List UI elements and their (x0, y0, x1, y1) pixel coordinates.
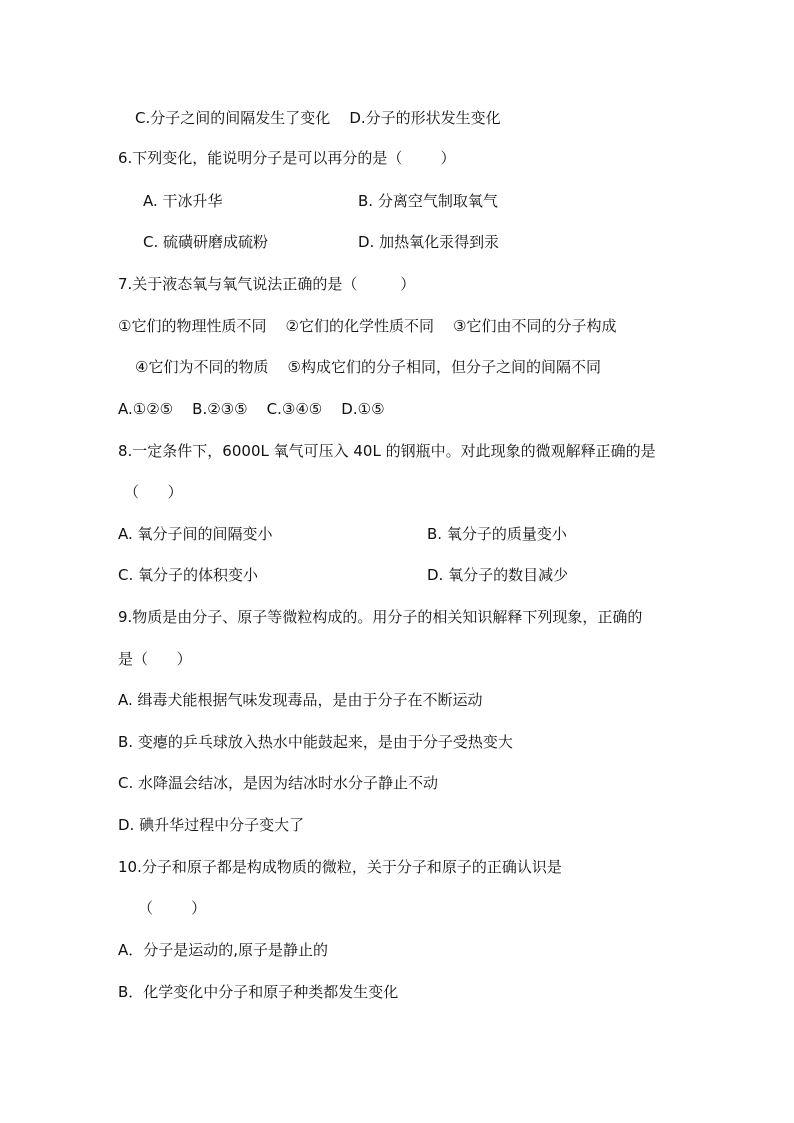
q7-options: A.①②⑤ B.②③⑤ C.③④⑤ D.①⑤ (118, 400, 385, 418)
q9-stem: 9.物质是由分子、原子等微粒构成的。用分子的相关知识解释下列现象，正确的 (118, 608, 643, 626)
q8-option-a: A. 氧分子间的间隔变小 (118, 525, 273, 543)
q8-paren: （ ） (124, 483, 183, 501)
q9-option-d: D. 碘升华过程中分子变大了 (118, 816, 305, 834)
q9-paren: 是（ ） (118, 650, 192, 668)
q6-stem: 6.下列变化，能说明分子是可以再分的是（ ） (118, 149, 456, 167)
q9-option-a: A. 缉毒犬能根据气味发现毒品，是由于分子在不断运动 (118, 691, 483, 709)
q8-stem: 8.一定条件下，6000L 氧气可压入 40L 的钢瓶中。对此现象的微观解释正确的是 (118, 442, 656, 460)
q6-option-a: A. 干冰升华 (143, 192, 223, 210)
q6-option-c: C. 硫磺研磨成硫粉 (143, 233, 269, 251)
q6-option-d: D. 加热氧化汞得到汞 (358, 233, 500, 251)
q10-option-b: B．化学变化中分子和原子种类都发生变化 (118, 983, 399, 1001)
q8-option-c: C. 氧分子的体积变小 (118, 566, 259, 584)
q8-option-b: B. 氧分子的质量变小 (427, 525, 567, 543)
q8-option-d: D. 氧分子的数目减少 (427, 566, 569, 584)
q7-stem: 7.关于液态氧与氧气说法正确的是（ ） (118, 275, 416, 293)
q10-paren: （ ） (138, 899, 207, 917)
q9-option-c: C. 水降温会结冰，是因为结冰时水分子静止不动 (118, 774, 439, 792)
q5-options-cd: C.分子之间的间隔发生了变化 D.分子的形状发生变化 (135, 109, 501, 127)
q7-statements-1: ①它们的物理性质不同 ②它们的化学性质不同 ③它们由不同的分子构成 (118, 317, 617, 335)
q6-option-b: B. 分离空气制取氧气 (358, 192, 498, 210)
q7-statements-2: ④它们为不同的物质 ⑤构成它们的分子相同，但分子之间的间隔不同 (135, 358, 601, 376)
q10-option-a: A．分子是运动的,原子是静止的 (118, 941, 329, 959)
q9-option-b: B. 变瘪的乒乓球放入热水中能鼓起来，是由于分子受热变大 (118, 733, 513, 751)
q10-stem: 10.分子和原子都是构成物质的微粒，关于分子和原子的正确认识是 (118, 858, 562, 876)
